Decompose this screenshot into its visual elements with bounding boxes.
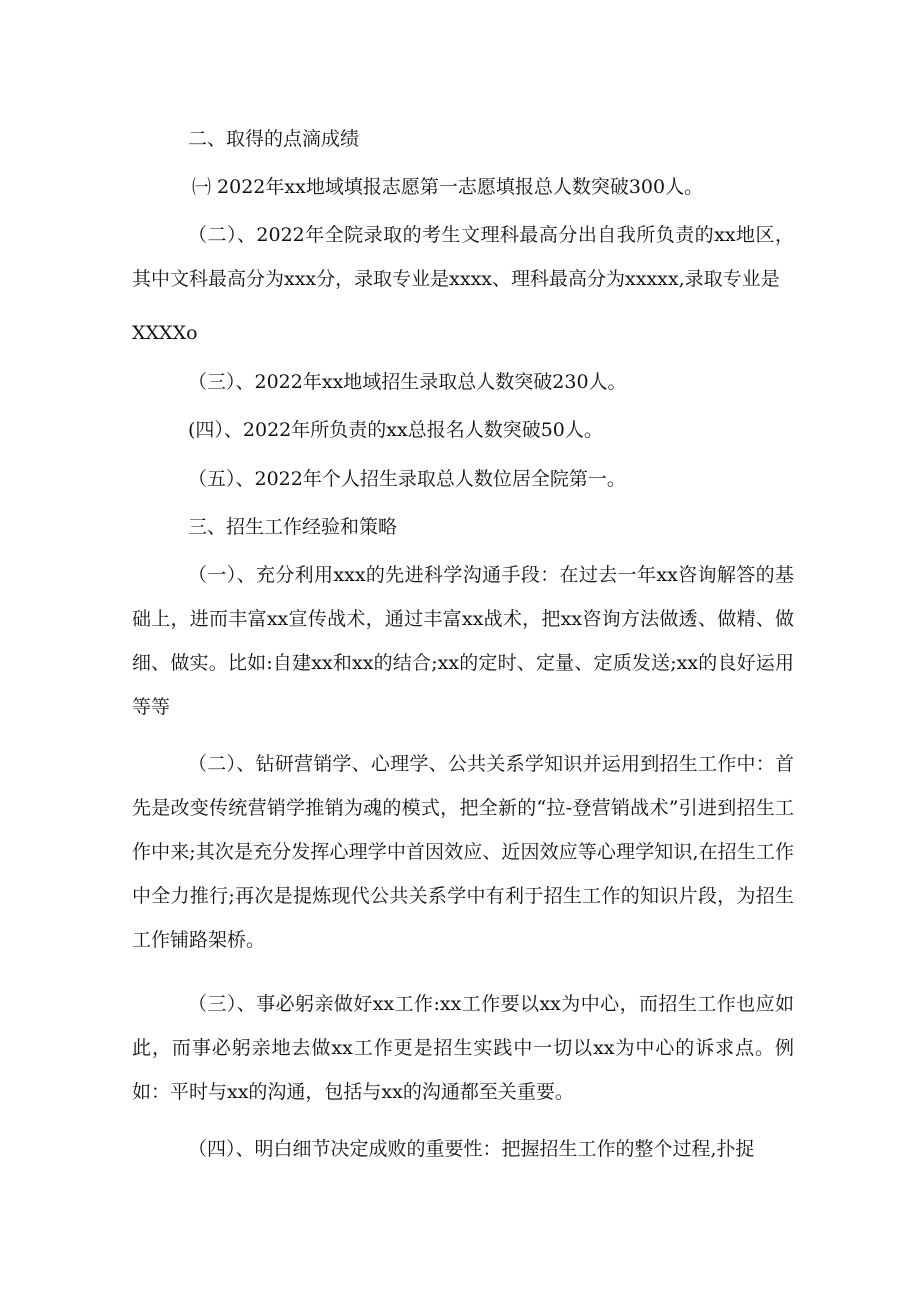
achievement-item-2: （二）、2022年全院录取的考生文理科最高分出自我所负责的xx地区，其中文科最高分为xxx分，录取专业是xxxx、理科最高分为xxxxx,录取专业是 [132,224,794,290]
section-heading-achievements: 二、取得的点滴成绩 [188,128,360,150]
strategy-item-4: （四）、明白细节决定成败的重要性：把握招生工作的整个过程,扑捉 [188,1138,755,1160]
strategy-item-1: （一）、充分利用xxx的先进科学沟通手段：在过去一年xx咨询解答的基础上，进而丰富xx宣传战术，通过丰富xx战术，把xx咨询方法做透、做精、做细、做实。比如:自建xx和xx的结合;xx的定时、定量、定质发送;xx的良好运用等等 [132,564,794,718]
strategy-item-3: （三）、事必躬亲做好xx工作:xx工作要以xx为中心，而招生工作也应如此，而事必躬亲地去做xx工作更是招生实践中一切以xx为中心的诉求点。例如：平时与xx的沟通，包括与xx的沟通都至关重要。 [132,993,794,1103]
achievement-item-5: （五）、2022年个人招生录取总人数位居全院第一。 [188,468,626,490]
achievement-item-2-continued: XXXXo [132,322,198,344]
strategy-item-2: （二）、钻研营销学、心理学、公共关系学知识并运用到招生工作中：首先是改变传统营销学推销为魂的模式，把全新的“拉-登营销战术”引进到招生工作中来;其次是充分发挥心理学中首因效应、近因效应等心理学知识,在招生工作中全力推行;再次是提炼现代公共关系学中有利于招生工作的知识片段，为招生工作铺路架桥。 [132,753,794,951]
achievement-item-1: ㈠ 2022年xx地域填报志愿第一志愿填报总人数突破300人。 [192,176,704,198]
achievement-item-3: （三）、2022年xx地域招生录取总人数突破230人。 [188,371,627,393]
section-heading-strategy: 三、招生工作经验和策略 [188,516,398,538]
achievement-item-4: (四）、2022年所负责的xx总报名人数突破50人。 [188,419,603,441]
